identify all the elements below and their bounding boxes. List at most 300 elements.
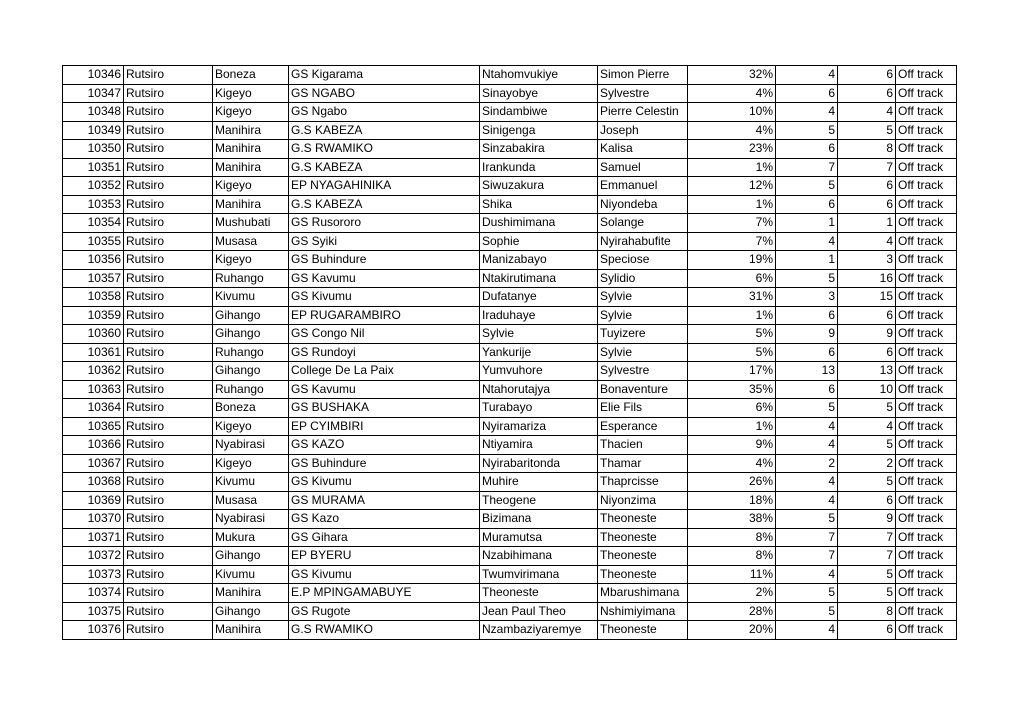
id-cell: 10361 (63, 343, 124, 362)
school-cell: GS Kivumu (289, 473, 480, 492)
firstname-cell: Niyondeba (598, 195, 688, 214)
status-cell: Off track (896, 362, 957, 381)
id-cell: 10370 (63, 510, 124, 529)
firstname-cell: Theoneste (598, 621, 688, 640)
sector-cell: Gihango (213, 547, 289, 566)
count-b-cell: 2 (838, 454, 896, 473)
percent-cell: 38% (688, 510, 776, 529)
school-cell: GS Kavumu (289, 269, 480, 288)
id-cell: 10367 (63, 454, 124, 473)
percent-cell: 6% (688, 399, 776, 418)
firstname-cell: Theoneste (598, 565, 688, 584)
status-cell: Off track (896, 232, 957, 251)
id-cell: 10374 (63, 584, 124, 603)
status-cell: Off track (896, 325, 957, 344)
percent-cell: 10% (688, 103, 776, 122)
status-cell: Off track (896, 547, 957, 566)
status-cell: Off track (896, 121, 957, 140)
count-a-cell: 6 (776, 84, 838, 103)
firstname-cell: Theoneste (598, 510, 688, 529)
district-cell: Rutsiro (124, 232, 213, 251)
count-a-cell: 3 (776, 288, 838, 307)
sector-cell: Manihira (213, 584, 289, 603)
status-cell: Off track (896, 417, 957, 436)
school-cell: GS Kigarama (289, 66, 480, 85)
sector-cell: Gihango (213, 602, 289, 621)
id-cell: 10346 (63, 66, 124, 85)
sector-cell: Kigeyo (213, 177, 289, 196)
surname-cell: Iraduhaye (480, 306, 598, 325)
firstname-cell: Samuel (598, 158, 688, 177)
table-row (63, 251, 957, 270)
id-cell: 10352 (63, 177, 124, 196)
status-cell: Off track (896, 491, 957, 510)
percent-cell: 1% (688, 158, 776, 177)
table-row (63, 399, 957, 418)
status-cell: Off track (896, 454, 957, 473)
status-cell: Off track (896, 306, 957, 325)
sector-cell: Gihango (213, 325, 289, 344)
id-cell: 10354 (63, 214, 124, 233)
count-a-cell: 5 (776, 177, 838, 196)
district-cell: Rutsiro (124, 436, 213, 455)
district-cell: Rutsiro (124, 491, 213, 510)
count-a-cell: 6 (776, 195, 838, 214)
status-cell: Off track (896, 399, 957, 418)
table-row (63, 473, 957, 492)
school-cell: GS Rundoyi (289, 343, 480, 362)
count-a-cell: 4 (776, 66, 838, 85)
school-cell: GS Buhindure (289, 454, 480, 473)
percent-cell: 4% (688, 84, 776, 103)
school-cell: GS Buhindure (289, 251, 480, 270)
firstname-cell: Thamar (598, 454, 688, 473)
sector-cell: Kigeyo (213, 417, 289, 436)
surname-cell: Nzambaziyaremye (480, 621, 598, 640)
count-b-cell: 10 (838, 380, 896, 399)
firstname-cell: Mbarushimana (598, 584, 688, 603)
count-a-cell: 7 (776, 158, 838, 177)
school-cell: GS BUSHAKA (289, 399, 480, 418)
school-cell: GS Kazo (289, 510, 480, 529)
count-a-cell: 7 (776, 547, 838, 566)
id-cell: 10360 (63, 325, 124, 344)
firstname-cell: Sylidio (598, 269, 688, 288)
surname-cell: Ntahorutajya (480, 380, 598, 399)
firstname-cell: Pierre Celestin (598, 103, 688, 122)
status-cell: Off track (896, 510, 957, 529)
id-cell: 10376 (63, 621, 124, 640)
district-cell: Rutsiro (124, 121, 213, 140)
count-b-cell: 5 (838, 399, 896, 418)
district-cell: Rutsiro (124, 251, 213, 270)
status-cell: Off track (896, 584, 957, 603)
count-a-cell: 5 (776, 399, 838, 418)
sector-cell: Kigeyo (213, 454, 289, 473)
percent-cell: 9% (688, 436, 776, 455)
firstname-cell: Theoneste (598, 528, 688, 547)
surname-cell: Yankurije (480, 343, 598, 362)
table-row (63, 417, 957, 436)
count-a-cell: 1 (776, 214, 838, 233)
count-b-cell: 4 (838, 232, 896, 251)
percent-cell: 1% (688, 306, 776, 325)
firstname-cell: Thacien (598, 436, 688, 455)
percent-cell: 1% (688, 195, 776, 214)
id-cell: 10372 (63, 547, 124, 566)
count-b-cell: 6 (838, 621, 896, 640)
count-b-cell: 3 (838, 251, 896, 270)
status-cell: Off track (896, 528, 957, 547)
district-cell: Rutsiro (124, 140, 213, 159)
status-cell: Off track (896, 343, 957, 362)
id-cell: 10366 (63, 436, 124, 455)
sector-cell: Kivumu (213, 288, 289, 307)
district-cell: Rutsiro (124, 66, 213, 85)
count-b-cell: 5 (838, 565, 896, 584)
id-cell: 10371 (63, 528, 124, 547)
percent-cell: 17% (688, 362, 776, 381)
count-b-cell: 5 (838, 473, 896, 492)
id-cell: 10373 (63, 565, 124, 584)
percent-cell: 2% (688, 584, 776, 603)
firstname-cell: Nshimiyimana (598, 602, 688, 621)
school-cell: G.S RWAMIKO (289, 140, 480, 159)
status-cell: Off track (896, 84, 957, 103)
sector-cell: Ruhango (213, 380, 289, 399)
table-row (63, 158, 957, 177)
status-cell: Off track (896, 195, 957, 214)
firstname-cell: Solange (598, 214, 688, 233)
school-cell: GS Gihara (289, 528, 480, 547)
percent-cell: 26% (688, 473, 776, 492)
firstname-cell: Theoneste (598, 547, 688, 566)
status-cell: Off track (896, 473, 957, 492)
surname-cell: Theoneste (480, 584, 598, 603)
district-cell: Rutsiro (124, 510, 213, 529)
table-row (63, 454, 957, 473)
sector-cell: Boneza (213, 66, 289, 85)
count-b-cell: 7 (838, 547, 896, 566)
table-row (63, 66, 957, 85)
sector-cell: Kigeyo (213, 84, 289, 103)
count-b-cell: 8 (838, 140, 896, 159)
status-cell: Off track (896, 140, 957, 159)
status-cell: Off track (896, 103, 957, 122)
table-row (63, 621, 957, 640)
status-cell: Off track (896, 269, 957, 288)
id-cell: 10348 (63, 103, 124, 122)
percent-cell: 5% (688, 325, 776, 344)
count-b-cell: 4 (838, 103, 896, 122)
count-b-cell: 15 (838, 288, 896, 307)
count-b-cell: 6 (838, 491, 896, 510)
sector-cell: Kigeyo (213, 103, 289, 122)
sector-cell: Musasa (213, 491, 289, 510)
district-cell: Rutsiro (124, 528, 213, 547)
count-a-cell: 4 (776, 473, 838, 492)
surname-cell: Muhire (480, 473, 598, 492)
firstname-cell: Thaprcisse (598, 473, 688, 492)
percent-cell: 6% (688, 269, 776, 288)
count-b-cell: 6 (838, 343, 896, 362)
id-cell: 10365 (63, 417, 124, 436)
firstname-cell: Kalisa (598, 140, 688, 159)
percent-cell: 28% (688, 602, 776, 621)
surname-cell: Dufatanye (480, 288, 598, 307)
table-row (63, 121, 957, 140)
surname-cell: Sinzabakira (480, 140, 598, 159)
count-b-cell: 5 (838, 436, 896, 455)
status-cell: Off track (896, 288, 957, 307)
count-a-cell: 4 (776, 417, 838, 436)
id-cell: 10362 (63, 362, 124, 381)
school-cell: EP RUGARAMBIRO (289, 306, 480, 325)
district-cell: Rutsiro (124, 343, 213, 362)
school-cell: College De La Paix (289, 362, 480, 381)
district-cell: Rutsiro (124, 547, 213, 566)
count-a-cell: 13 (776, 362, 838, 381)
firstname-cell: Joseph (598, 121, 688, 140)
school-cell: EP NYAGAHINIKA (289, 177, 480, 196)
id-cell: 10349 (63, 121, 124, 140)
percent-cell: 19% (688, 251, 776, 270)
status-cell: Off track (896, 602, 957, 621)
district-cell: Rutsiro (124, 362, 213, 381)
district-cell: Rutsiro (124, 158, 213, 177)
count-a-cell: 1 (776, 251, 838, 270)
school-cell: GS Rugote (289, 602, 480, 621)
school-cell: G.S KABEZA (289, 195, 480, 214)
count-b-cell: 4 (838, 417, 896, 436)
status-cell: Off track (896, 436, 957, 455)
sector-cell: Musasa (213, 232, 289, 251)
percent-cell: 32% (688, 66, 776, 85)
school-cell: GS Congo Nil (289, 325, 480, 344)
status-cell: Off track (896, 177, 957, 196)
count-a-cell: 4 (776, 565, 838, 584)
percent-cell: 8% (688, 547, 776, 566)
firstname-cell: Nyirahabufite (598, 232, 688, 251)
count-a-cell: 7 (776, 528, 838, 547)
percent-cell: 23% (688, 140, 776, 159)
district-cell: Rutsiro (124, 399, 213, 418)
surname-cell: Sinayobye (480, 84, 598, 103)
count-b-cell: 16 (838, 269, 896, 288)
percent-cell: 5% (688, 343, 776, 362)
sector-cell: Gihango (213, 362, 289, 381)
school-cell: GS Kivumu (289, 565, 480, 584)
surname-cell: Irankunda (480, 158, 598, 177)
school-cell: GS Ngabo (289, 103, 480, 122)
table-row (63, 436, 957, 455)
sector-cell: Manihira (213, 195, 289, 214)
count-a-cell: 5 (776, 602, 838, 621)
sector-cell: Ruhango (213, 343, 289, 362)
id-cell: 10351 (63, 158, 124, 177)
status-cell: Off track (896, 251, 957, 270)
sector-cell: Boneza (213, 399, 289, 418)
percent-cell: 31% (688, 288, 776, 307)
count-a-cell: 4 (776, 621, 838, 640)
surname-cell: Ntahomvukiye (480, 66, 598, 85)
school-cell: GS Kivumu (289, 288, 480, 307)
school-cell: EP BYERU (289, 547, 480, 566)
percent-cell: 18% (688, 491, 776, 510)
status-cell: Off track (896, 565, 957, 584)
id-cell: 10356 (63, 251, 124, 270)
table-row (63, 84, 957, 103)
id-cell: 10359 (63, 306, 124, 325)
percent-cell: 4% (688, 454, 776, 473)
sector-cell: Mukura (213, 528, 289, 547)
id-cell: 10358 (63, 288, 124, 307)
count-b-cell: 8 (838, 602, 896, 621)
count-a-cell: 5 (776, 269, 838, 288)
sector-cell: Kigeyo (213, 251, 289, 270)
school-cell: GS Syiki (289, 232, 480, 251)
id-cell: 10369 (63, 491, 124, 510)
district-cell: Rutsiro (124, 417, 213, 436)
firstname-cell: Tuyizere (598, 325, 688, 344)
surname-cell: Turabayo (480, 399, 598, 418)
table-row (63, 306, 957, 325)
district-cell: Rutsiro (124, 454, 213, 473)
surname-cell: Ntakirutimana (480, 269, 598, 288)
district-cell: Rutsiro (124, 269, 213, 288)
firstname-cell: Bonaventure (598, 380, 688, 399)
firstname-cell: Sylvie (598, 288, 688, 307)
district-cell: Rutsiro (124, 214, 213, 233)
district-cell: Rutsiro (124, 306, 213, 325)
percent-cell: 20% (688, 621, 776, 640)
count-a-cell: 2 (776, 454, 838, 473)
id-cell: 10355 (63, 232, 124, 251)
table-row (63, 140, 957, 159)
sector-cell: Manihira (213, 158, 289, 177)
id-cell: 10375 (63, 602, 124, 621)
district-cell: Rutsiro (124, 602, 213, 621)
district-cell: Rutsiro (124, 177, 213, 196)
table-body (63, 66, 957, 640)
surname-cell: Muramutsa (480, 528, 598, 547)
table-row (63, 565, 957, 584)
district-cell: Rutsiro (124, 473, 213, 492)
district-cell: Rutsiro (124, 565, 213, 584)
table-row (63, 232, 957, 251)
district-cell: Rutsiro (124, 621, 213, 640)
firstname-cell: Sylvestre (598, 362, 688, 381)
surname-cell: Nzabihimana (480, 547, 598, 566)
table-row (63, 602, 957, 621)
surname-cell: Sylvie (480, 325, 598, 344)
sector-cell: Ruhango (213, 269, 289, 288)
firstname-cell: Elie Fils (598, 399, 688, 418)
count-b-cell: 6 (838, 195, 896, 214)
school-cell: GS KAZO (289, 436, 480, 455)
id-cell: 10364 (63, 399, 124, 418)
sector-cell: Nyabirasi (213, 436, 289, 455)
table-row (63, 288, 957, 307)
count-a-cell: 4 (776, 491, 838, 510)
school-cell: GS Kavumu (289, 380, 480, 399)
count-b-cell: 9 (838, 325, 896, 344)
surname-cell: Nyiramariza (480, 417, 598, 436)
count-b-cell: 1 (838, 214, 896, 233)
count-b-cell: 7 (838, 528, 896, 547)
firstname-cell: Speciose (598, 251, 688, 270)
table-row (63, 362, 957, 381)
table-row (63, 103, 957, 122)
surname-cell: Siwuzakura (480, 177, 598, 196)
count-b-cell: 6 (838, 66, 896, 85)
school-cell: GS Rusororo (289, 214, 480, 233)
count-b-cell: 5 (838, 584, 896, 603)
school-cell: E.P MPINGAMABUYE (289, 584, 480, 603)
sector-cell: Nyabirasi (213, 510, 289, 529)
school-cell: EP CYIMBIRI (289, 417, 480, 436)
district-cell: Rutsiro (124, 584, 213, 603)
district-cell: Rutsiro (124, 103, 213, 122)
count-a-cell: 5 (776, 510, 838, 529)
count-a-cell: 5 (776, 121, 838, 140)
count-b-cell: 9 (838, 510, 896, 529)
table-row (63, 491, 957, 510)
percent-cell: 35% (688, 380, 776, 399)
count-b-cell: 6 (838, 84, 896, 103)
district-cell: Rutsiro (124, 325, 213, 344)
sector-cell: Manihira (213, 621, 289, 640)
firstname-cell: Emmanuel (598, 177, 688, 196)
percent-cell: 4% (688, 121, 776, 140)
id-cell: 10347 (63, 84, 124, 103)
district-cell: Rutsiro (124, 288, 213, 307)
firstname-cell: Sylvestre (598, 84, 688, 103)
percent-cell: 12% (688, 177, 776, 196)
table-row (63, 269, 957, 288)
sector-cell: Manihira (213, 140, 289, 159)
count-b-cell: 6 (838, 306, 896, 325)
count-a-cell: 5 (776, 584, 838, 603)
sector-cell: Kivumu (213, 565, 289, 584)
table-row (63, 510, 957, 529)
sector-cell: Manihira (213, 121, 289, 140)
table-row (63, 325, 957, 344)
school-cell: G.S KABEZA (289, 121, 480, 140)
surname-cell: Yumvuhore (480, 362, 598, 381)
school-cell: GS MURAMA (289, 491, 480, 510)
surname-cell: Sophie (480, 232, 598, 251)
id-cell: 10357 (63, 269, 124, 288)
firstname-cell: Simon Pierre (598, 66, 688, 85)
id-cell: 10363 (63, 380, 124, 399)
surname-cell: Bizimana (480, 510, 598, 529)
status-cell: Off track (896, 214, 957, 233)
id-cell: 10368 (63, 473, 124, 492)
surname-cell: Manizabayo (480, 251, 598, 270)
sector-cell: Mushubati (213, 214, 289, 233)
table-row (63, 214, 957, 233)
district-cell: Rutsiro (124, 84, 213, 103)
firstname-cell: Esperance (598, 417, 688, 436)
table-row (63, 380, 957, 399)
table-row (63, 547, 957, 566)
firstname-cell: Sylvie (598, 343, 688, 362)
count-a-cell: 6 (776, 140, 838, 159)
count-b-cell: 7 (838, 158, 896, 177)
firstname-cell: Sylvie (598, 306, 688, 325)
firstname-cell: Niyonzima (598, 491, 688, 510)
